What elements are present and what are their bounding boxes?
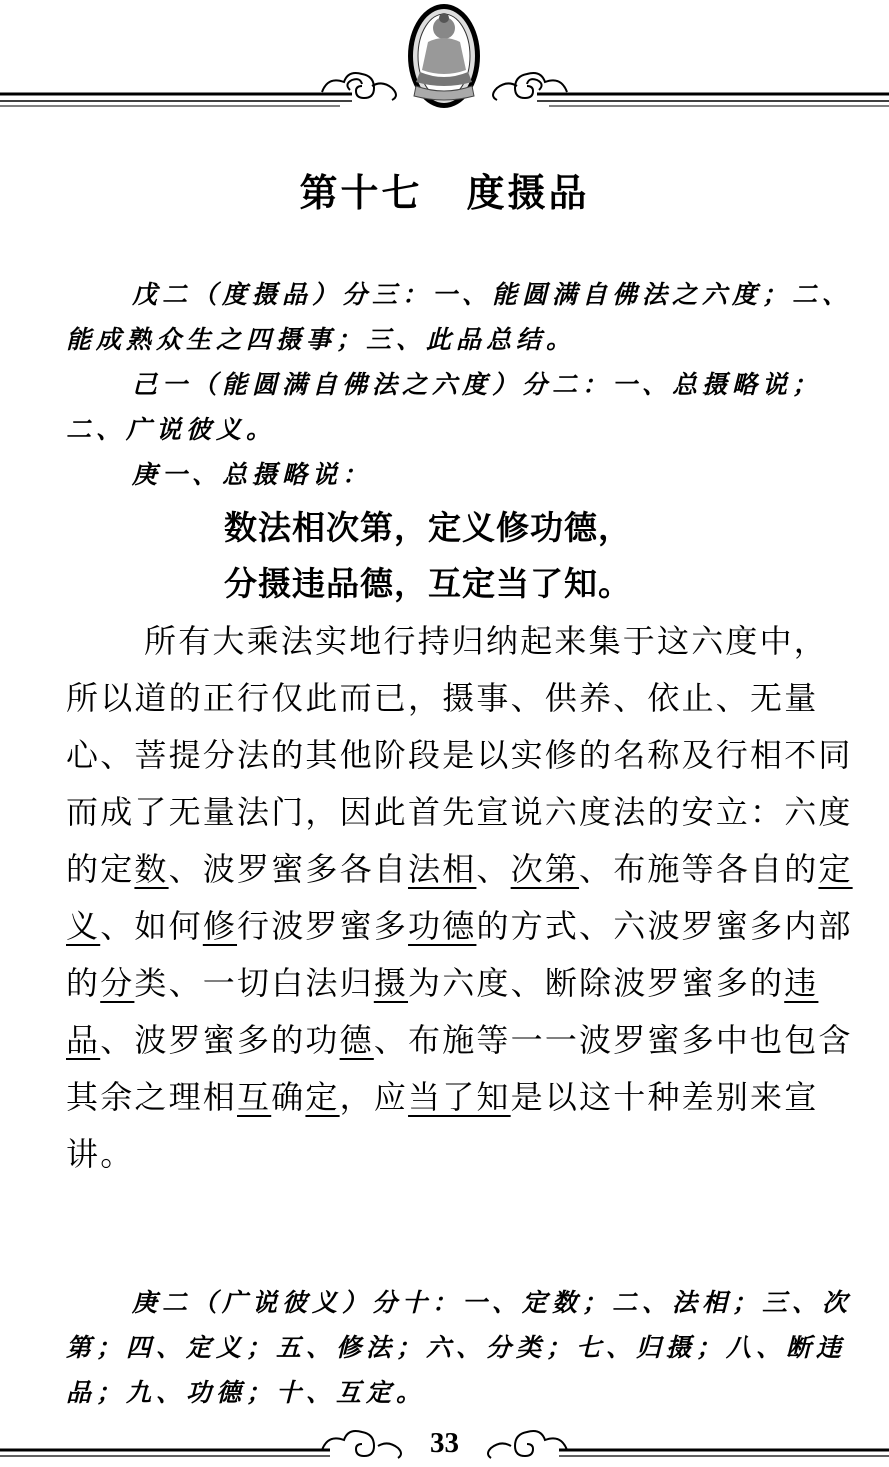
commentary-segment: 、布施等一一波罗蜜多中也包含其余之理相 bbox=[66, 1021, 853, 1116]
commentary-segment: 、如何 bbox=[100, 907, 203, 945]
underlined-keyword: 分 bbox=[100, 964, 135, 1002]
commentary-segment: 确 bbox=[271, 1078, 306, 1116]
outline-line: 庚二（广说彼义）分十：一、定数；二、法相；三、次第；四、定义；五、修法；六、分类；七、归摄；八、断违品；九、功德；十、互定。 bbox=[66, 1288, 853, 1407]
commentary-segment: 的方式、六波罗蜜多内部的 bbox=[66, 907, 853, 1002]
root-verse bbox=[224, 500, 632, 612]
verse-line: 数法相次第，定义修功德， bbox=[224, 508, 632, 547]
underlined-keyword: 违品 bbox=[66, 964, 819, 1059]
page-number: 33 bbox=[430, 1427, 459, 1459]
underlined-keyword: 摄 bbox=[373, 964, 409, 1002]
underlined-keyword: 功德 bbox=[408, 907, 477, 945]
outline-line: 庚一、总摄略说： bbox=[132, 460, 373, 489]
verse-line: 分摄违品德，互定当了知。 bbox=[224, 564, 632, 603]
underlined-keyword: 定 bbox=[305, 1078, 340, 1116]
underlined-keyword: 次第 bbox=[510, 850, 580, 888]
underlined-keyword: 德 bbox=[339, 1021, 374, 1059]
underlined-keyword: 当了知 bbox=[408, 1078, 511, 1116]
cloud-ornament-left-icon bbox=[322, 73, 396, 100]
chapter-name: 度摄品 bbox=[466, 170, 590, 215]
header-rule-right bbox=[537, 94, 889, 106]
commentary-segment: 、布施等各自的 bbox=[579, 850, 819, 888]
outline-line: 己一（能圆满自佛法之六度）分二：一、总摄略说；二、广说彼义。 bbox=[66, 370, 823, 444]
commentary-segment: ，应 bbox=[339, 1078, 409, 1116]
outline-section-1 bbox=[66, 272, 856, 497]
header-rule-left bbox=[0, 94, 352, 106]
commentary-segment: 、 bbox=[476, 850, 511, 888]
chapter-number: 第十七 bbox=[299, 170, 423, 215]
commentary-segment: 行波罗蜜多 bbox=[237, 907, 409, 945]
commentary-segment: 所有大乘法实地行持归纳起来集于这六度中，所以道的正行仅此而已，摄事、供养、依止、无量心、菩提分法的其他阶段是以实修的名称及行相不同而成了无量法门，因此首先宣说六度法的安立：六度的定 bbox=[66, 622, 853, 888]
header-ornament bbox=[0, 0, 889, 120]
outline-line: 戊二（度摄品）分三：一、能圆满自佛法之六度；二、能成熟众生之四摄事；三、此品总结。 bbox=[66, 280, 853, 354]
commentary-paragraph bbox=[66, 613, 856, 1183]
commentary-segment: 是以这十种差别来宣讲。 bbox=[66, 1078, 819, 1173]
underlined-keyword: 定义 bbox=[66, 850, 853, 945]
buddha-medallion-icon bbox=[408, 4, 480, 108]
underlined-keyword: 修 bbox=[202, 907, 238, 945]
commentary-segment: 、波罗蜜多的功 bbox=[100, 1021, 340, 1059]
underlined-keyword: 法相 bbox=[408, 850, 477, 888]
chapter-title bbox=[0, 168, 889, 218]
underlined-keyword: 互 bbox=[237, 1078, 272, 1116]
commentary-segment: 类、一切白法归 bbox=[134, 964, 374, 1002]
outline-section-2 bbox=[66, 1280, 856, 1415]
underlined-keyword: 数 bbox=[134, 850, 169, 888]
commentary-segment: 、波罗蜜多各自 bbox=[168, 850, 409, 888]
cloud-ornament-right-icon bbox=[493, 73, 567, 100]
commentary-segment: 为六度、断除波罗蜜多的 bbox=[408, 964, 785, 1002]
